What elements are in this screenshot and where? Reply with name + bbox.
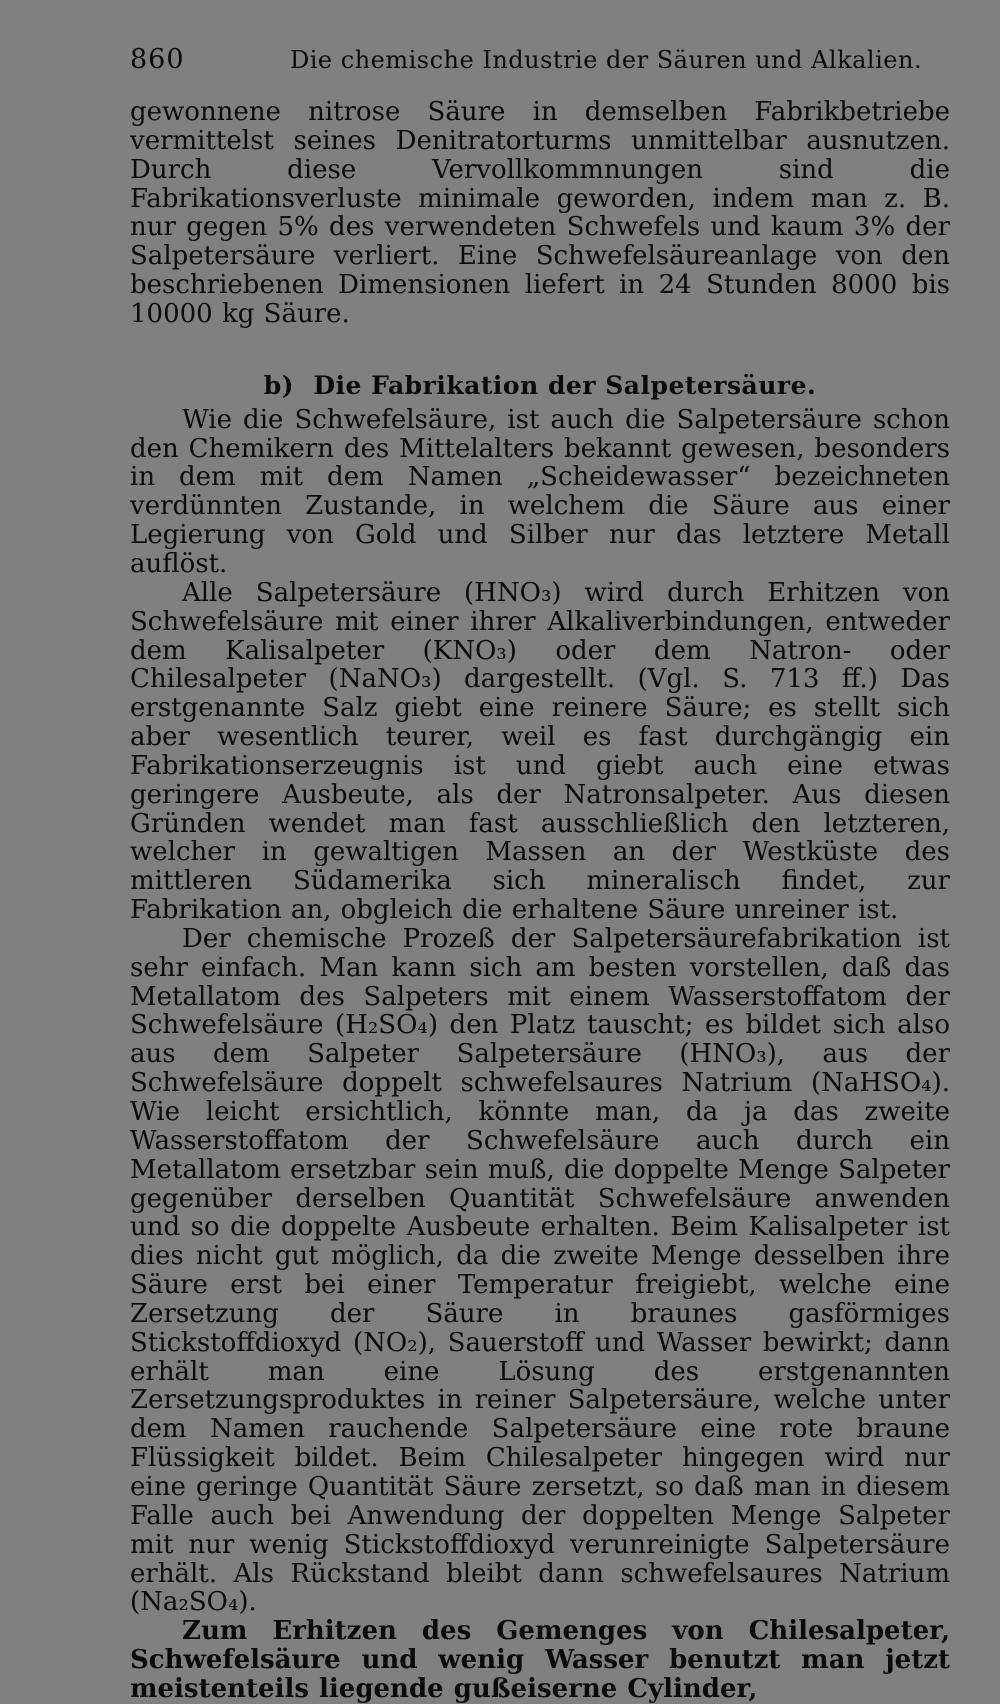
paragraph-chemical-process: Der chemische Prozeß der Salpetersäurefabrikation ist sehr einfach. Man kann sich am besten vorstellen, daß das Metallatom des Salpeters mit einem Wasserstoffatom der Schwefelsäure (H₂SO₄) den Platz tauscht; es bildet sich also aus dem Salpeter Salpetersäure (HNO₃), aus der Schwefelsäure doppelt schwefelsaures Natrium (NaHSO₄). Wie leicht ersichtlich, könnte man, da ja das zweite Wasserstoffatom der Schwefelsäure auch durch ein Metallatom ersetzbar sein muß, die doppelte Menge Salpeter gegenüber derselben Quantität Schwefelsäure anwenden und so die doppelte Ausbeute erhalten. Beim Kalisalpeter ist dies nicht gut möglich, da die zweite Menge desselben ihre Säure erst bei einer Temperatur freigiebt, welche eine Zersetzung der Säure in braunes gasförmiges Stickstoffdioxyd (NO₂), Sauerstoff und Wasser bewirkt; dann erhält man eine Lösung des erstgenannten Zersetzungsproduktes in reiner Salpetersäure, welche unter dem Namen rauchende Salpetersäure eine rote braune Flüssigkeit bildet. Beim Chilesalpeter hingegen wird nur eine geringe Quantität Säure zersetzt, so daß man in diesem Falle auch bei Anwendung der doppelten Menge Salpeter mit nur wenig Stickstoffdioxyd verunreinigte Salpetersäure erhält. Als Rückstand bleibt dann schwefelsaures Natrium (Na₂SO₄).	[130, 923, 950, 1618]
section-title: Die Fabrikation der Salpetersäure.	[313, 370, 817, 400]
section-heading	[130, 371, 950, 400]
paragraph-raw-materials: Alle Salpetersäure (HNO₃) wird durch Erhitzen von Schwefelsäure mit einer ihrer Alkaliverbindungen, entweder dem Kalisalpeter (KNO₃) oder dem Natron- oder Chilesalpeter (NaNO₃) dargestellt. (Vgl. S. 713 ff.) Das erstgenannte Salz giebt eine reinere Säure; es stellt sich aber wesentlich teurer, weil es fast durchgängig ein Fabrikationserzeugnis ist und giebt auch eine etwas geringere Ausbeute, als der Natronsalpeter. Aus diesen Gründen wendet man fast ausschließlich den letzteren, welcher in gewaltigen Massen an der Westküste des mittleren Südamerika sich mineralisch findet, zur Fabrikation an, obgleich die erhaltene Säure unreiner ist.	[130, 577, 950, 926]
page-number: 860	[130, 44, 185, 75]
running-title: Die chemische Industrie der Säuren und Alkalien.	[290, 46, 923, 74]
section-label: b)	[263, 370, 295, 400]
paragraph-continuation: gewonnene nitrose Säure in demselben Fabrikbetriebe vermittelst seines Denitratorturms unmittelbar ausnutzen. Durch diese Vervollkommnungen sind die Fabrikationsverluste minimale geworden, indem man z. B. nur gegen 5% des verwendeten Schwefels und kaum 3% der Salpetersäure verliert. Eine Schwefelsäureanlage von den beschriebenen Dimensionen liefert in 24 Stunden 8000 bis 10000 kg Säure.	[130, 97, 950, 329]
page-header	[130, 44, 950, 78]
paragraph-history: Wie die Schwefelsäure, ist auch die Salpetersäure schon den Chemikern des Mittelalters bekannt gewesen, besonders in dem mit dem Namen „Scheidewasser“ bezeichneten verdünnten Zustande, in welchem die Säure aus einer Legierung von Gold und Silber nur das letztere Metall auflöst.	[130, 404, 950, 579]
body-text	[130, 98, 950, 1704]
paragraph-apparatus: Zum Erhitzen des Gemenges von Chilesalpeter, Schwefelsäure und wenig Wasser benutzt man jetzt meistenteils liegende gußeiserne Cylinder,	[130, 1616, 950, 1704]
